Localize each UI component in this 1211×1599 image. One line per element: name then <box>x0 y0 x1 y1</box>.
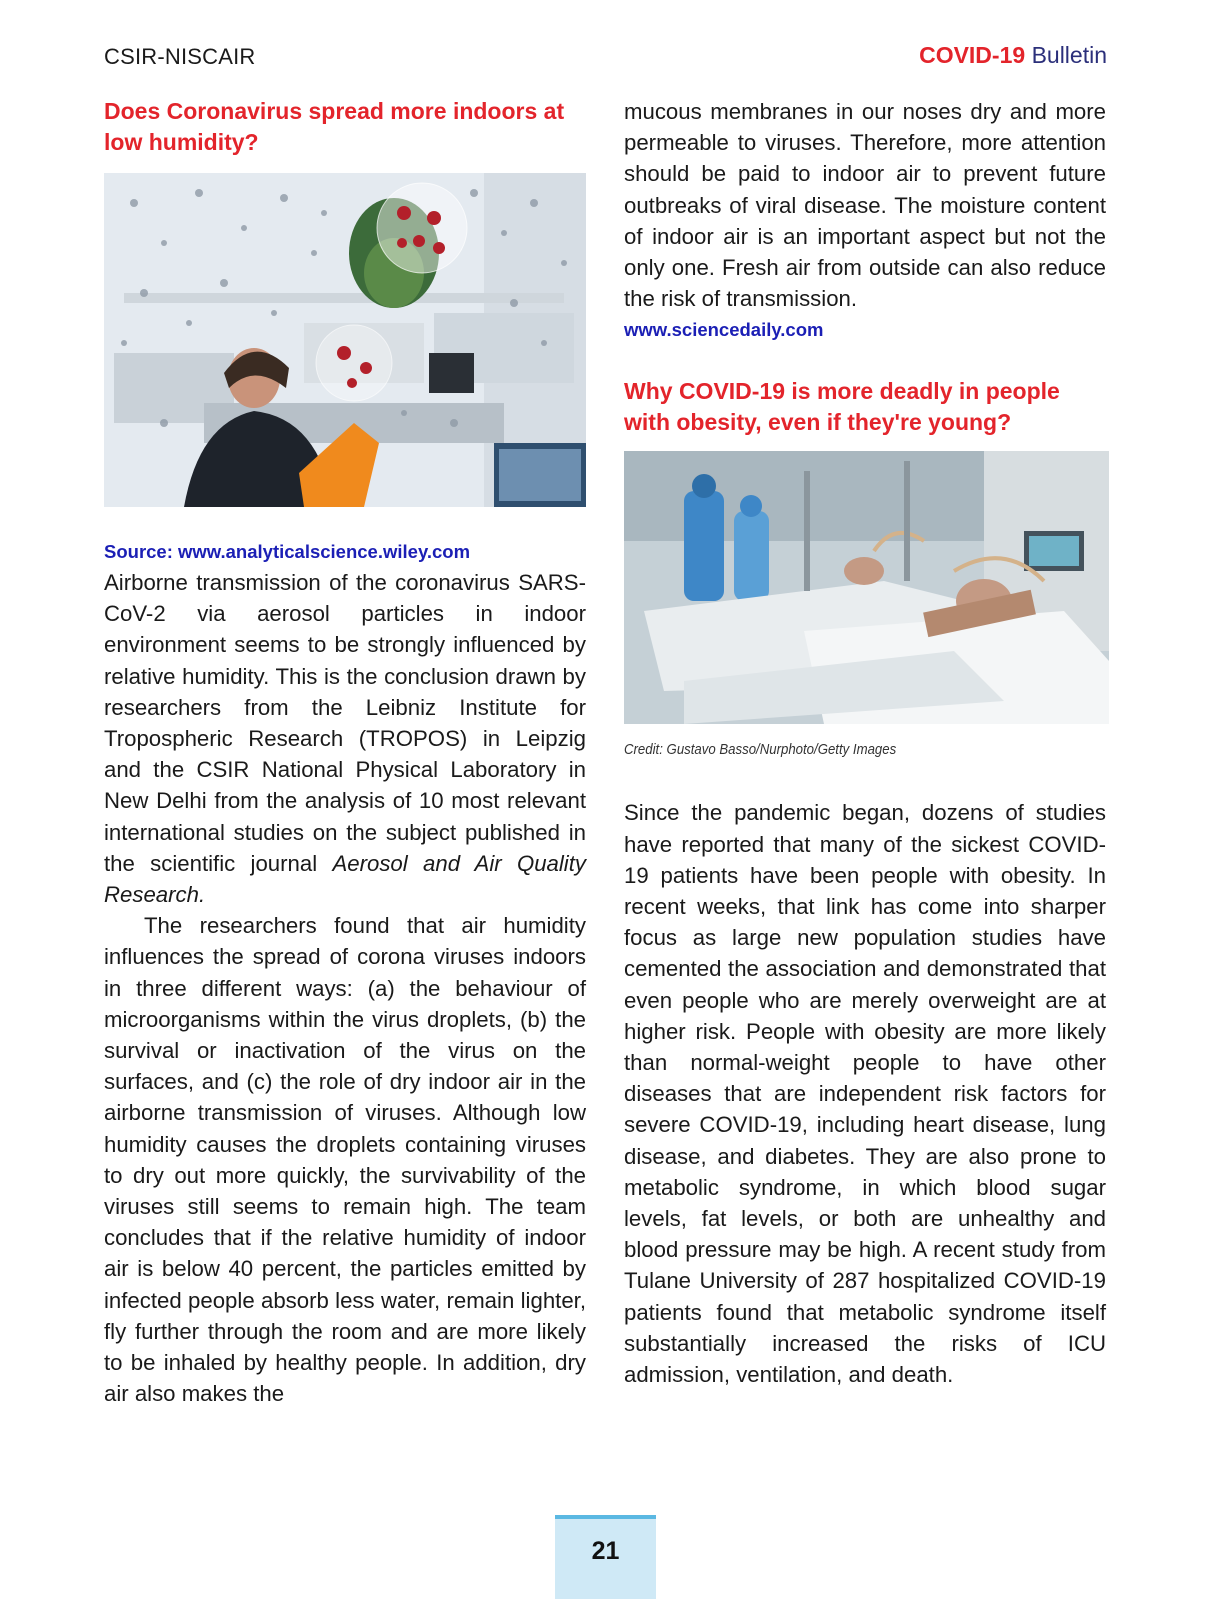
office-aerosol-illustration <box>104 173 586 507</box>
left-column <box>104 96 586 1409</box>
article1-continued-text: mucous membranes in our noses dry and more permeable to viruses. Therefore, more attention should be paid to indoor air to prevent future outbreaks of viral disease. The moisture content of indoor air is an important aspect but not the only one. Fresh air from outside can also reduce the risk of transmission. <box>624 99 1106 312</box>
bulletin-title-blue: Bulletin <box>1031 42 1107 68</box>
article2-body: Since the pandemic began, dozens of studies have reported that many of the sickest COVID-19 patients have been people with obesity. In recent weeks, that link has come into sharper focus as large new population studies have cemented the association and demonstrated that even people who are merely overweight are at higher risk. People with obesity are more likely than normal-weight people to have other diseases that are independent risk factors for severe COVID-19, including heart disease, lung disease, and diabetes. They are also prone to metabolic syndrome, in which blood sugar levels, fat levels, or both are unhealthy and blood pressure may be high. A recent study from Tulane University of 287 hospitalized COVID-19 patients found that metabolic syndrome itself substantially increased the risks of ICU admission, ventilation, and death. <box>624 800 1106 1388</box>
article1-para1-text: Airborne transmission of the coronavirus SARS-CoV-2 via aerosol particles in indoor environment seems to be strongly influenced by relative humidity. This is the conclusion drawn by researchers from the Leibniz Institute for Tropospheric Research (TROPOS) in Leipzig and the CSIR National Physical Laboratory in New Delhi from the analysis of 10 most relevant international studies on the subject published in the scientific journal <box>104 570 586 876</box>
bulletin-title-red: COVID-19 <box>919 42 1026 68</box>
article1-paragraph-2: The researchers found that air humidity influences the spread of corona viruses indoors in three different ways: (a) the behaviour of microorganisms within the virus droplets, (b) the survival or inactivation of the virus on the surfaces, and (c) the role of dry indoor air in the airborne transmission of viruses. Although low humidity causes the droplets containing viruses to dry out more quickly, the survivability of the viruses still seems to remain high. The team concludes that if the relative humidity of indoor air is below 40 percent, the particles emitted by infected people absorb less water, remain lighter, fly further through the room and are more likely to be inhaled by healthy people. In addition, dry air also makes the <box>104 913 586 1407</box>
office-aerosol-image <box>104 173 586 507</box>
bulletin-title <box>919 42 1107 69</box>
article1-paragraph-1 <box>104 567 586 910</box>
right-column <box>624 96 1106 1390</box>
page-number-tab <box>555 1515 656 1599</box>
article2-title: Why COVID-19 is more deadly in people with obesity, even if they're young? <box>624 378 1060 436</box>
icu-ward-photo <box>624 451 1109 724</box>
icu-ward-image <box>624 451 1109 724</box>
journal-name: Aerosol and Air Quality Research. <box>104 850 586 908</box>
photo-credit: Credit: Gustavo Basso/Nurphoto/Getty Images <box>624 741 897 759</box>
publisher-name: CSIR-NISCAIR <box>104 44 256 69</box>
article1-source: Source: www.analyticalscience.wiley.com <box>104 541 471 562</box>
sciencedaily-link[interactable]: www.sciencedaily.com <box>624 319 824 341</box>
page-number: 21 <box>591 1537 620 1565</box>
article1-title: Does Coronavirus spread more indoors at low humidity? <box>104 98 565 155</box>
